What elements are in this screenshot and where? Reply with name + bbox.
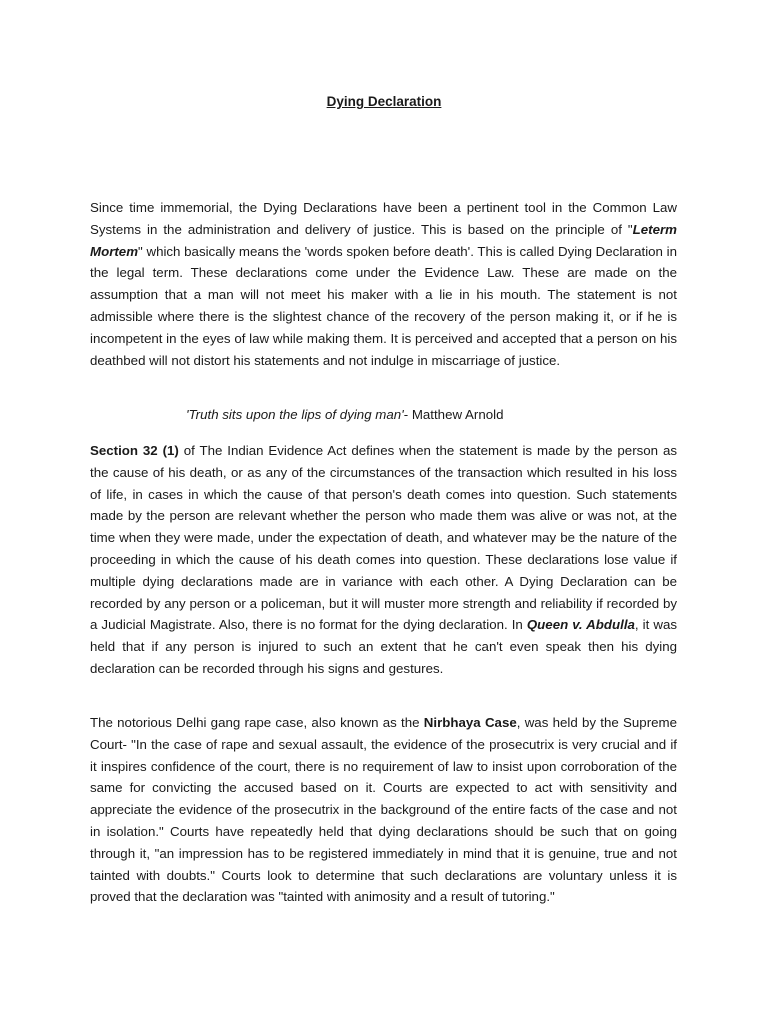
case-name-nirbhaya: Nirbhaya Case [423, 715, 517, 730]
paragraph-section-32 [90, 440, 677, 680]
paragraph-nirbhaya-text-1: The notorious Delhi gang rape case, also known as the [90, 715, 424, 730]
paragraph-section-32-text-2: , it was held that if any person is injured to such an extent that he can't even speak then his dying declaration can be recorded through his signs and gestures. [90, 617, 677, 676]
case-name-queen-v-abdulla: Queen v. Abdulla [526, 617, 635, 633]
paragraph-intro-text-1: Since time immemorial, the Dying Declarations have been a pertinent tool in the Common Law Systems in the administration and delivery of justice. This is based on the principle of " [90, 200, 677, 237]
paragraph-intro-text-2: " which basically means the 'words spoken before death'. This is called Dying Declaration in the legal term. These declarations come under the Evidence Law. These are made on the assumption that a man will not meet his maker with a lie in his mouth. The statement is not admissible where there is the slightest chance of the recovery of the person making it, or if he is incompetent in the eyes of law while making them. It is perceived and accepted that a person on his deathbed will not distort his statements and not indulge in miscarriage of justice. [90, 243, 677, 368]
page-title: Dying Declaration [326, 94, 442, 109]
quote-attribution: - Matthew Arnold [403, 407, 504, 422]
paragraph-nirbhaya-text-2: , was held by the Supreme Court- "In the case of rape and sexual assault, the evidence of the prosecutrix is very crucial and if it inspires confidence of the court, there is no requirement of law to insist upon corroboration of the same for convicting the accused based on it. Courts are expected to act with sensitivity and appreciate the evidence of the prosecutrix in the background of the entire facts of the case and not in isolation." Courts have repeatedly held that dying declarations should be such that on going through it, "an impression has to be registered immediately in mind that it is genuine, true and not tainted with doubts." Courts look to determine that such declarations are voluntary unless it is proved that the declaration was "tainted with animosity and a result of tutoring." [90, 715, 677, 905]
paragraph-nirbhaya [90, 712, 677, 908]
paragraph-section-32-text-1: of The Indian Evidence Act defines when the statement is made by the person as the cause of his death, or as any of the circumstances of the transaction which resulted in his loss of life, in cases in which the cause of that person's death comes into question. Such statements made by the person are relevant whether the person who made them was alive or was not, at the time when they were made, under the expectation of death, and whatever may be the nature of the proceeding in which the cause of his death comes into question. These declarations lose value if multiple dying declarations made are in variance with each other. A Dying Declaration can be recorded by any person or a policeman, but it will muster more strength and reliability if recorded by a Judicial Magistrate. Also, there is no format for the dying declaration. In [90, 443, 677, 633]
latin-term: Leterm Mortem [90, 221, 677, 259]
quote-line [186, 404, 503, 426]
section-reference: Section 32 (1) [90, 443, 179, 458]
quote-text: 'Truth sits upon the lips of dying man' [186, 407, 404, 422]
paragraph-intro [90, 197, 677, 371]
